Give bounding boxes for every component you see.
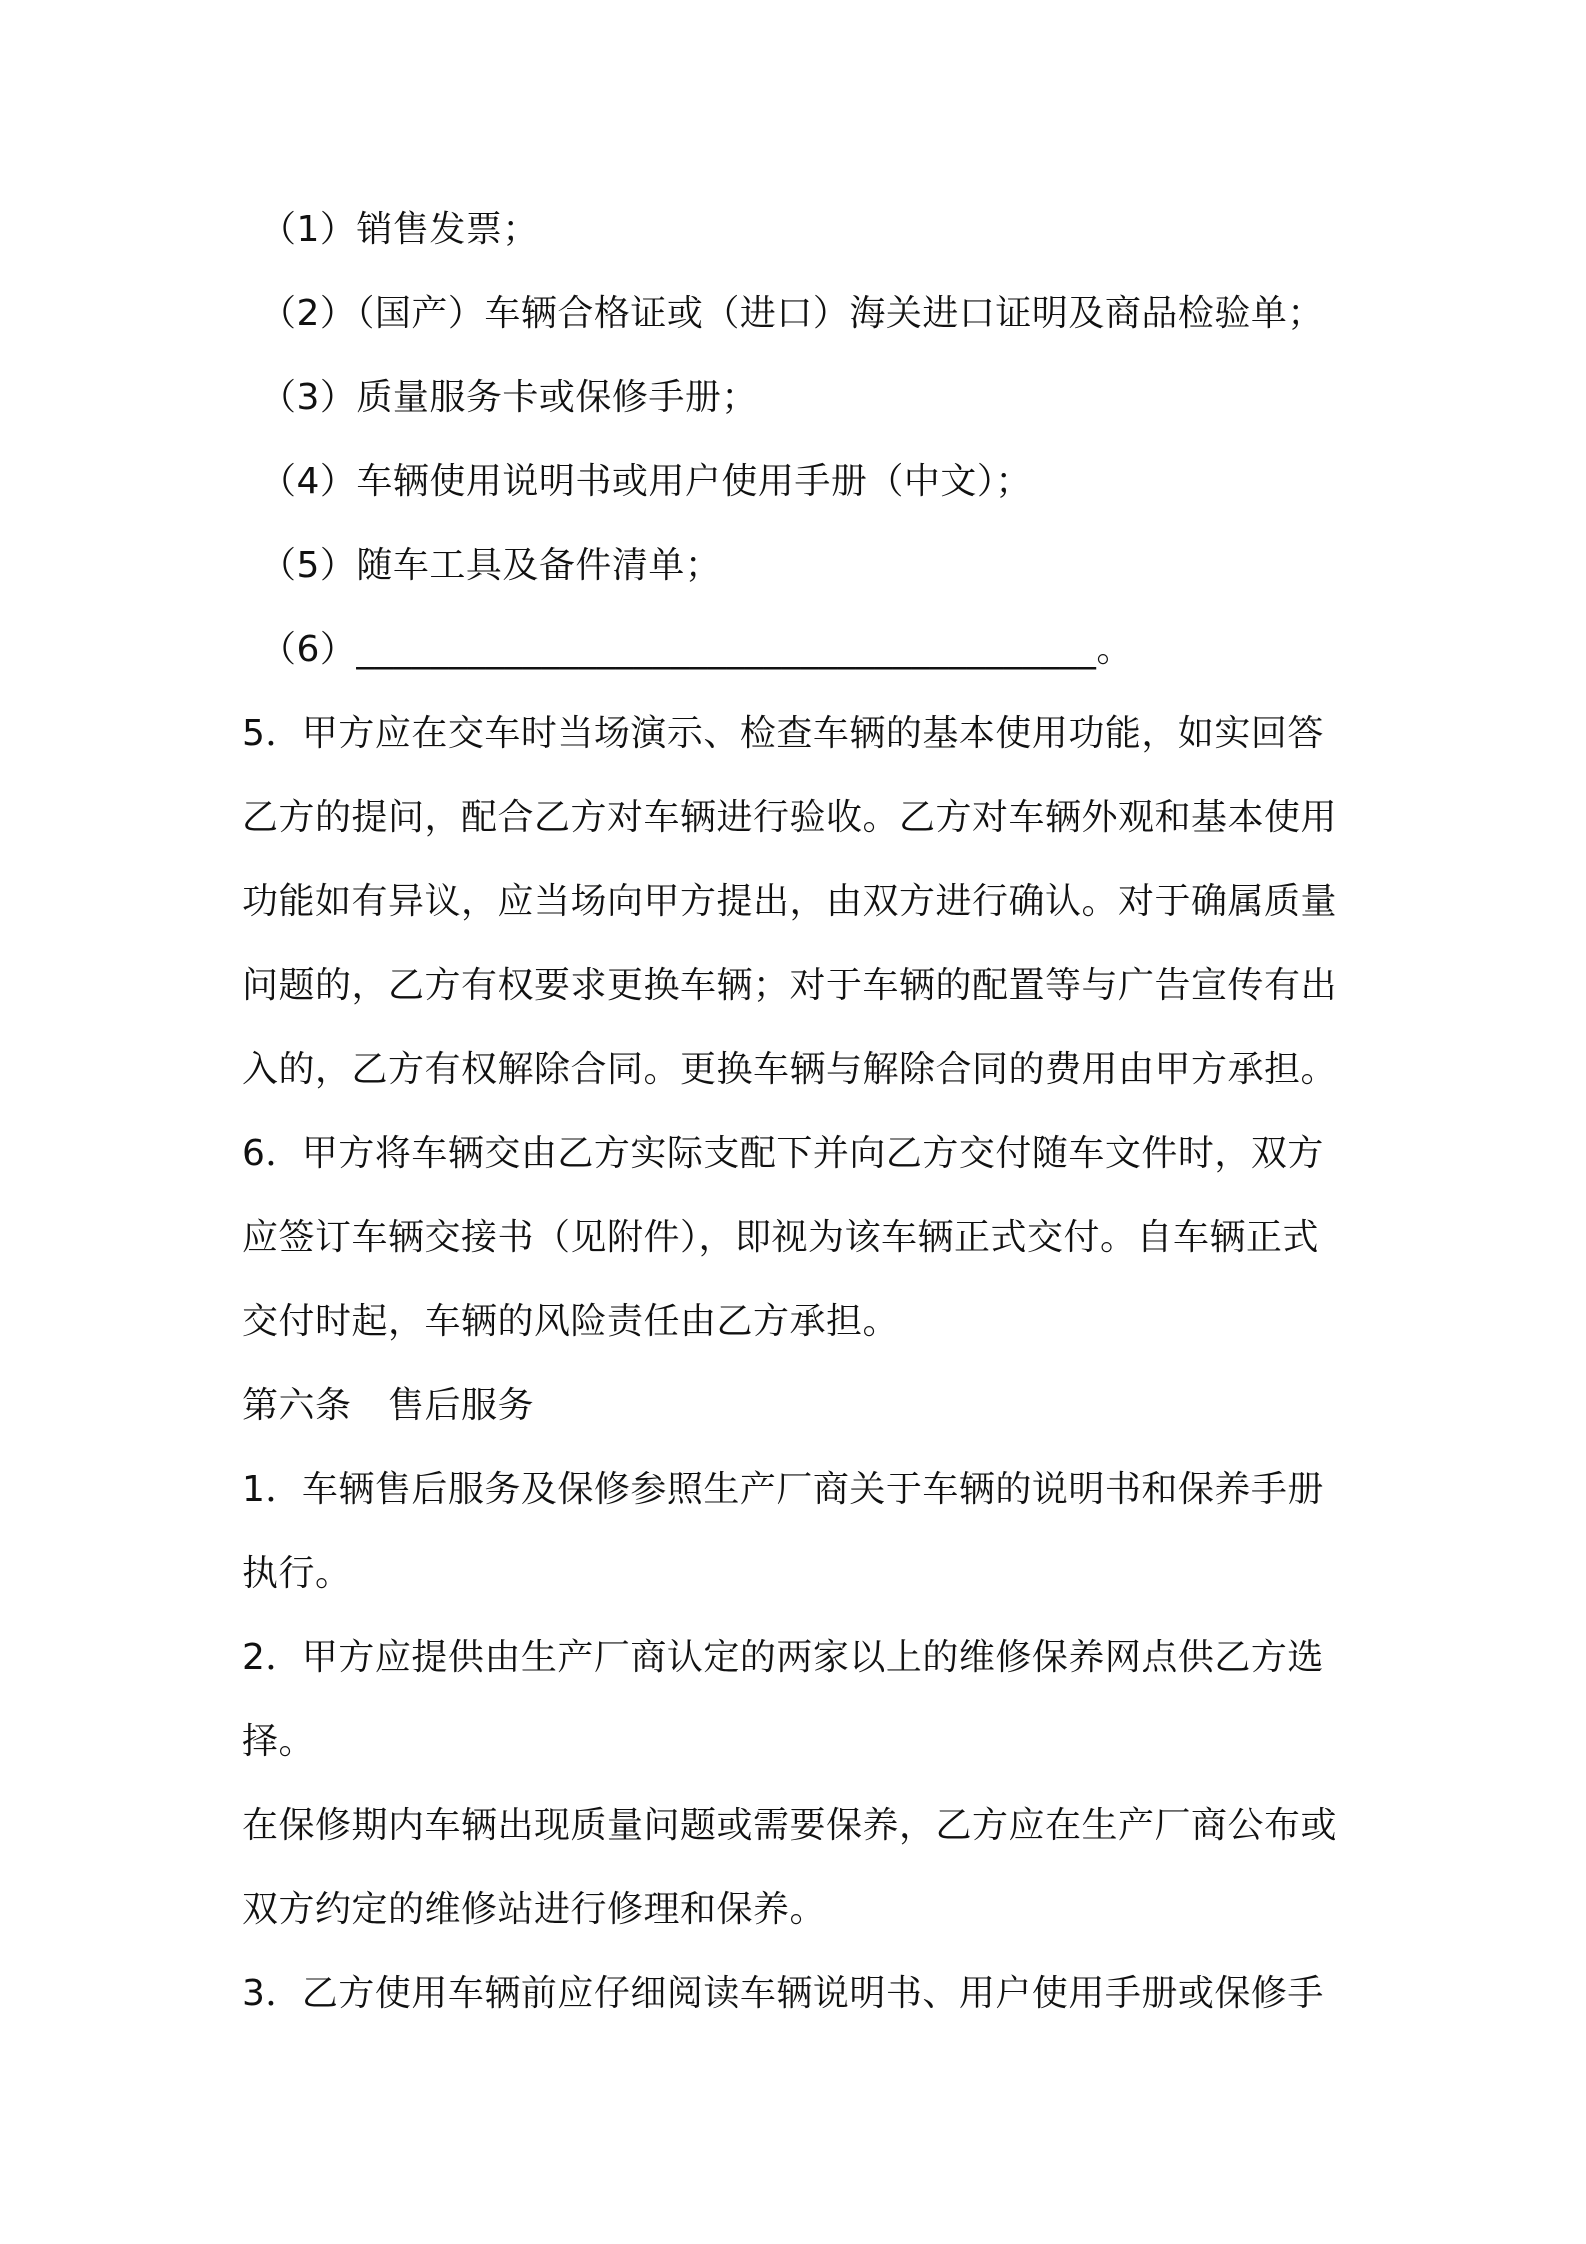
warranty-paragraph-line-2: 双方约定的维修站进行修理和保养。 <box>242 1889 827 1930</box>
list-item-vehicle-certificate: （2）（国产）车辆合格证或（进口）海关进口证明及商品检验单； <box>260 293 1324 334</box>
clause-5-line-2: 乙方的提问，配合乙方对车辆进行验收。乙方对车辆外观和基本使用 <box>242 797 1338 838</box>
service-clause-1-line-1: 1．车辆售后服务及保修参照生产厂商关于车辆的说明书和保养手册 <box>242 1469 1324 1510</box>
list-item-user-manual: （4）车辆使用说明书或用户使用手册（中文）； <box>260 461 1032 502</box>
warranty-paragraph-line-1: 在保修期内车辆出现质量问题或需要保养，乙方应在生产厂商公布或 <box>242 1805 1338 1846</box>
list-item-blank: （6）________________________________________。 <box>260 629 1133 670</box>
service-clause-2-line-1: 2．甲方应提供由生产厂商认定的两家以上的维修保养网点供乙方选 <box>242 1637 1324 1678</box>
clause-6-line-3: 交付时起，车辆的风险责任由乙方承担。 <box>242 1301 900 1342</box>
list-item-quality-service-card: （3）质量服务卡或保修手册； <box>260 377 758 418</box>
service-clause-1-line-2: 执行。 <box>242 1553 352 1594</box>
clause-5-line-3: 功能如有异议，应当场向甲方提出，由双方进行确认。对于确属质量 <box>242 881 1338 922</box>
section-heading-after-sales: 第六条 售后服务 <box>242 1385 535 1426</box>
clause-5-line-1: 5．甲方应在交车时当场演示、检查车辆的基本使用功能，如实回答 <box>242 713 1324 754</box>
clause-6-line-2: 应签订车辆交接书（见附件），即视为该车辆正式交付。自车辆正式 <box>242 1217 1320 1258</box>
clause-5-line-4: 问题的，乙方有权要求更换车辆；对于车辆的配置等与广告宣传有出 <box>242 965 1338 1006</box>
service-clause-3-line-1: 3．乙方使用车辆前应仔细阅读车辆说明书、用户使用手册或保修手 <box>242 1973 1324 2014</box>
clause-5-line-5: 入的，乙方有权解除合同。更换车辆与解除合同的费用由甲方承担。 <box>242 1049 1338 1090</box>
list-item-sales-invoice: （1）销售发票； <box>260 209 539 250</box>
clause-6-line-1: 6．甲方将车辆交由乙方实际支配下并向乙方交付随车文件时，双方 <box>242 1133 1324 1174</box>
list-item-tools-list: （5）随车工具及备件清单； <box>260 545 722 586</box>
service-clause-2-line-2: 择。 <box>242 1721 316 1762</box>
